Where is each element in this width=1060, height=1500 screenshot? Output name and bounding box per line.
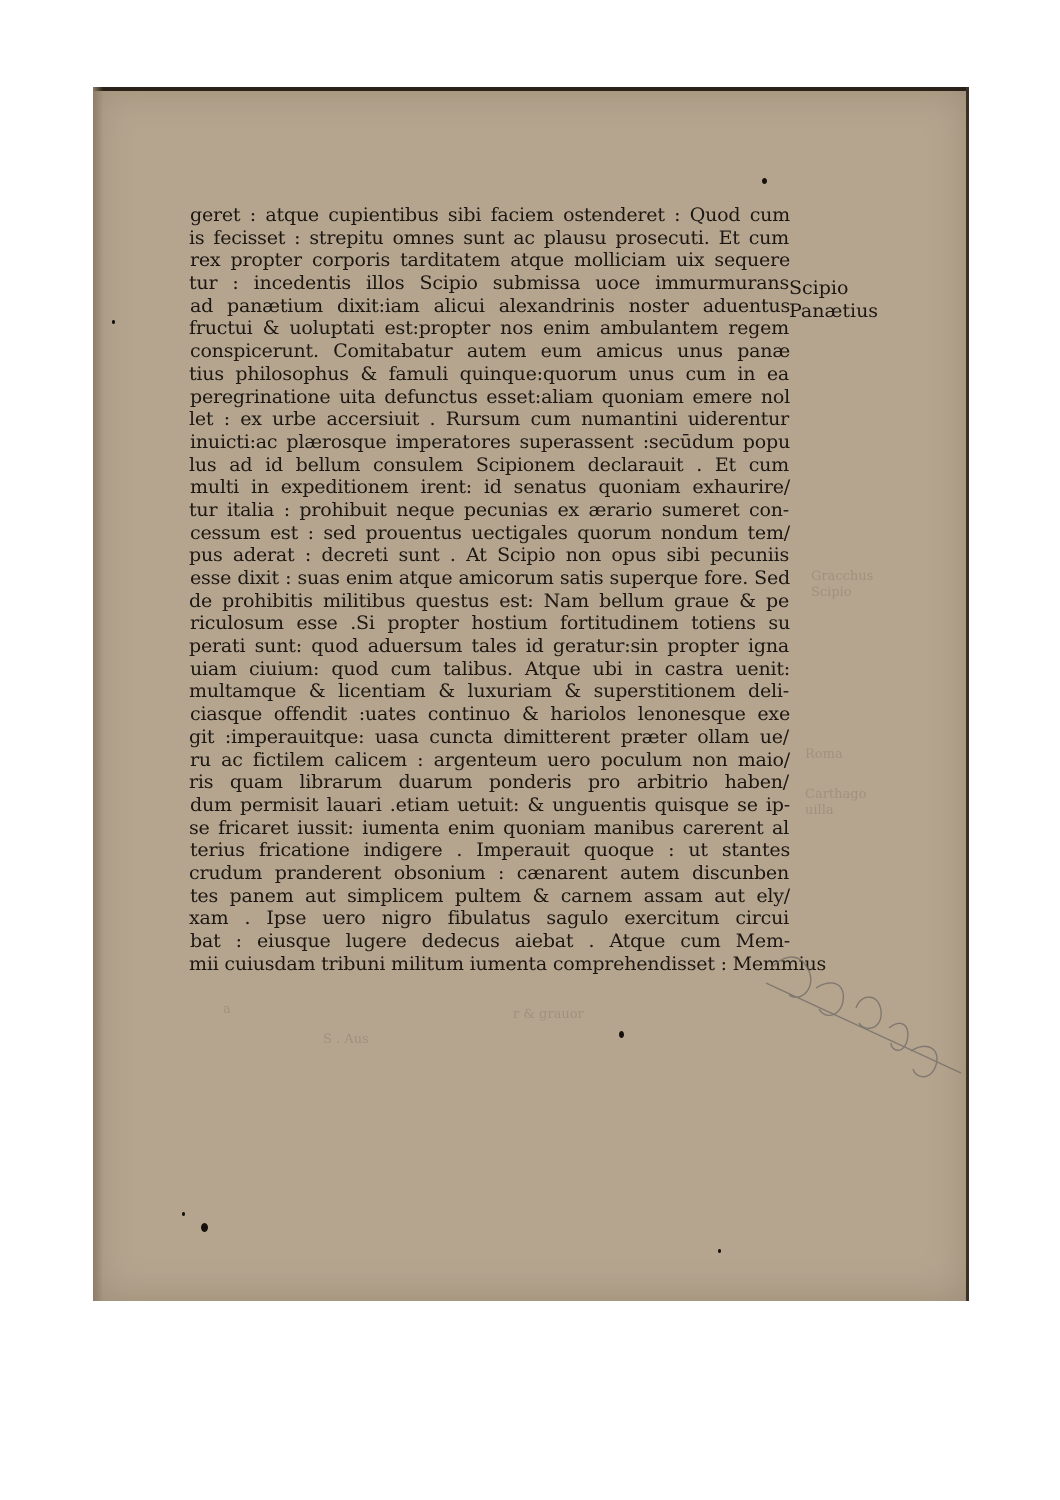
text-line: git :imperauitque: uasa cuncta dimitterent præter ollam ue/ — [189, 725, 789, 748]
ink-speck — [718, 1249, 721, 1253]
text-line: perati sunt: quod aduersum tales id geratur:sin propter igna — [189, 635, 789, 658]
page-right-edge — [966, 87, 969, 1301]
ink-speck — [112, 320, 115, 324]
page-left-edge — [93, 87, 103, 1301]
text-line: ris quam librarum duarum ponderis pro arbitrio haben/ — [189, 771, 789, 794]
text-line: de prohibitis militibus questus est: Nam bellum graue & pe — [189, 589, 789, 612]
text-line: mii cuiusdam tribuni militum iumenta comprehendisset : Memmius — [189, 952, 827, 975]
show-through-text: uilla — [805, 803, 834, 818]
text-line: ciasque offendit :uates continuo & hariolos lenonesque exe — [190, 703, 790, 726]
text-line: tius philosophus & famuli quinque:quorum unus cum in ea — [189, 362, 789, 385]
text-line: ad panætium dixit:iam alicui alexandrinis noster aduentus — [190, 294, 790, 317]
show-through-text: S . Aus — [323, 1032, 369, 1047]
text-line: bat : eiusque lugere dedecus aiebat . Atque cum Mem- — [190, 930, 790, 952]
page-top-edge — [93, 87, 969, 91]
text-line: inuicti:ac plærosque imperatores superassent :secūdum popu — [190, 430, 790, 453]
show-through-text: r & grauor — [513, 1007, 584, 1022]
text-line: multamque & licentiam & luxuriam & superstitionem deli- — [189, 680, 789, 703]
text-line: conspicerunt. Comitabatur autem eum amicus unus panæ — [190, 340, 790, 363]
show-through-text: Scipio — [811, 585, 852, 600]
text-line: let : ex urbe accersiuit . Rursum cum numantini uiderentur — [189, 408, 789, 431]
ink-speck — [762, 178, 767, 184]
text-line: xam . Ipse uero nigro fibulatus sagulo exercitum circui — [189, 907, 789, 930]
text-line: peregrinatione uita defunctus esset:aliam quoniam emere nol — [190, 385, 790, 408]
margin-note-panaetius: Panætius — [789, 300, 879, 322]
text-line: pus aderat : decreti sunt . At Scipio non opus sibi pecuniis — [189, 544, 789, 567]
book-page — [93, 87, 969, 1301]
ink-speck — [201, 1223, 208, 1232]
show-through-text: Carthago — [805, 787, 867, 802]
margin-note-scipio: Scipio — [789, 277, 849, 299]
text-line: is fecisset : strepitu omnes sunt ac plausu prosecuti. Et cum — [189, 226, 789, 249]
ink-speck — [619, 1031, 624, 1038]
text-line: lus ad id bellum consulem Scipionem declarauit . Et cum — [189, 453, 789, 476]
show-through-text: a — [223, 1002, 231, 1017]
text-line: geret : atque cupientibus sibi faciem ostenderet : Quod cum — [190, 204, 790, 226]
text-line: rex propter corporis tarditatem atque molliciam uix sequere — [190, 249, 790, 272]
text-line: cessum est : sed prouentus uectigales quorum nondum tem/ — [190, 521, 790, 544]
text-line: esse dixit : suas enim atque amicorum satis superque fore. Sed — [190, 567, 790, 589]
text-line: tur : incedentis illos Scipio submissa uoce immurmurans — [189, 272, 789, 295]
show-through-text: Gracchus — [811, 569, 874, 584]
text-line: ru ac fictilem calicem : argenteum uero poculum non maio/ — [190, 748, 790, 771]
text-line: uiam ciuium: quod cum talibus. Atque ubi in castra uenit: — [190, 657, 790, 680]
text-line: crudum pranderent obsonium : cænarent autem discunben — [189, 861, 789, 884]
text-line: se fricaret iussit: iumenta enim quoniam manibus carerent al — [189, 816, 789, 839]
show-through-text: Roma — [805, 747, 843, 762]
ink-speck — [182, 1212, 185, 1216]
text-line: riculosum esse .Si propter hostium fortitudinem totiens su — [190, 612, 790, 635]
text-line: dum permisit lauari .etiam uetuit: & unguentis quisque se ip- — [190, 793, 790, 816]
text-line: tes panem aut simplicem pultem & carnem assam aut ely/ — [190, 884, 790, 907]
library-stamp-icon — [761, 933, 971, 1093]
text-line: terius fricatione indigere . Imperauit quoque : ut stantes — [190, 839, 790, 862]
text-line: fructui & uoluptati est:propter nos enim ambulantem regem — [189, 317, 789, 340]
text-line: tur italia : prohibuit neque pecunias ex ærario sumeret con- — [189, 498, 789, 521]
text-line: multi in expeditionem irent: id senatus quoniam exhaurire/ — [190, 476, 790, 499]
